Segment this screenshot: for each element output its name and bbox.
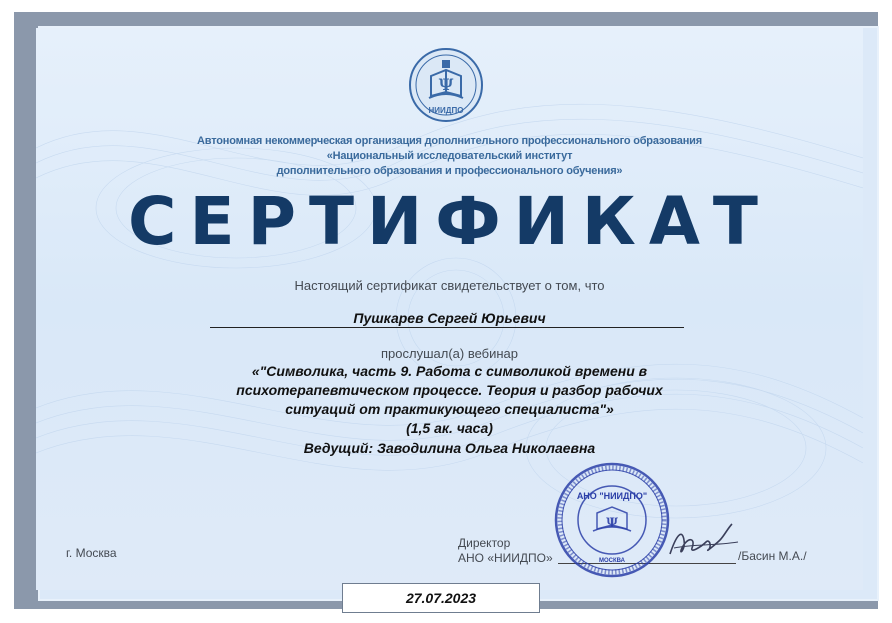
certifies-text: Настоящий сертификат свидетельствует о том, что bbox=[294, 278, 605, 293]
logo-caption: НИИДПО bbox=[428, 106, 464, 115]
institute-logo bbox=[407, 46, 485, 124]
svg-text:Ψ: Ψ bbox=[606, 516, 618, 531]
official-stamp bbox=[553, 461, 671, 579]
organization-line-1: Автономная некоммерческая организация дополнительного профессионального образования bbox=[197, 135, 702, 147]
webinar-title-line-3: ситуаций от практикующего специалиста"» bbox=[285, 401, 614, 417]
recipient-name: Пушкарев Сергей Юрьевич bbox=[353, 310, 546, 326]
issue-date: 27.07.2023 bbox=[342, 583, 540, 613]
stamp-city: МОСКВА bbox=[598, 558, 626, 564]
organization-line-2: «Национальный исследовательский институт bbox=[326, 150, 573, 162]
handwritten-signature bbox=[662, 518, 742, 564]
webinar-title-line-1: «"Символика, часть 9. Работа с символикой времени в bbox=[251, 363, 648, 379]
signatory-title-line-1: Директор bbox=[458, 536, 511, 550]
webinar-hours: (1,5 ак. часа) bbox=[406, 420, 493, 436]
organization-line-3: дополнительного образования и профессионального обучения» bbox=[276, 165, 623, 177]
webinar-title-line-2: психотерапевтическом процессе. Теория и разбор рабочих bbox=[236, 382, 663, 398]
signatory-name: /Басин М.А./ bbox=[738, 549, 807, 563]
signatory-title-line-2: АНО «НИИДПО» bbox=[458, 551, 553, 565]
city-label: г. Москва bbox=[66, 546, 117, 560]
stamp-center-title: АНО "НИИДПО" bbox=[576, 491, 648, 501]
svg-text:Ψ: Ψ bbox=[438, 75, 454, 94]
attended-text: прослушал(а) вебинар bbox=[380, 346, 519, 361]
certificate-title: СЕРТИФИКАТ bbox=[128, 183, 771, 260]
webinar-host: Ведущий: Заводилина Ольга Николаевна bbox=[303, 440, 596, 456]
recipient-line bbox=[210, 327, 684, 328]
